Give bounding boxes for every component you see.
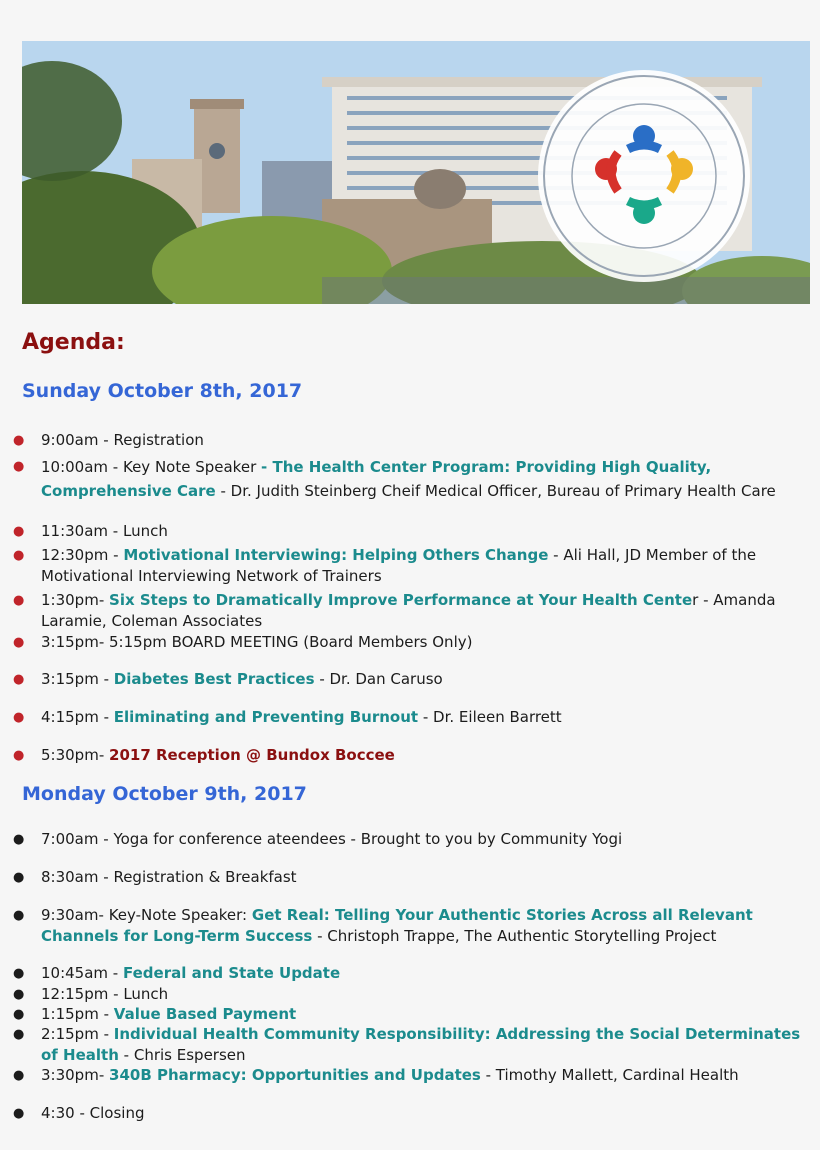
list-item: ● 4:15pm - Eliminating and Preventing Burnout - Dr. Eileen Barrett xyxy=(13,708,562,726)
bullet-icon: ● xyxy=(13,593,25,608)
agenda-title: Agenda: xyxy=(22,330,125,355)
bullet-icon: ● xyxy=(13,870,25,885)
bullet-icon: ● xyxy=(13,1068,25,1083)
list-item: ● 3:30pm- 340B Pharmacy: Opportunities and Updates - Timothy Mallett, Cardinal Health xyxy=(13,1066,739,1084)
bullet-icon: ● xyxy=(13,1106,25,1121)
bullet-icon: ● xyxy=(13,1027,25,1042)
bullet-icon: ● xyxy=(13,524,25,539)
list-item: ● 4:30 - Closing xyxy=(13,1104,145,1122)
list-item: ● 2:15pm - Individual Health Community Responsibility: Addressing the Social Determinates of Health - Chris Espersen xyxy=(13,1025,801,1064)
bullet-icon: ● xyxy=(13,1007,25,1022)
bullet-icon: ● xyxy=(13,548,25,563)
list-item: ● 9:30am- Key-Note Speaker: Get Real: Telling Your Authentic Stories Across all Relevant Channels for Long-Term Success - Christoph Trappe, The Authentic Storytelling Project xyxy=(13,906,753,945)
list-item: ● 7:00am - Yoga for conference ateendees - Brought to you by Community Yogi xyxy=(13,830,623,848)
day-heading-monday: Monday October 9th, 2017 xyxy=(22,783,307,805)
list-item: ● 8:30am - Registration & Breakfast xyxy=(13,868,297,886)
list-item: ● 12:15pm - Lunch xyxy=(13,985,169,1003)
list-item: ● 10:45am - Federal and State Update xyxy=(13,964,341,982)
bullet-icon: ● xyxy=(13,908,25,923)
bullet-icon: ● xyxy=(13,748,25,763)
list-item: ● 1:30pm- Six Steps to Dramatically Improve Performance at Your Health Center - Amanda Laramie, Coleman Associates xyxy=(13,591,776,630)
list-item: ● 10:00am - Key Note Speaker - The Health Center Program: Providing High Quality, Comprehensive Care - Dr. Judith Steinberg Cheif Medical Officer, Bureau of Primary Health Care xyxy=(41,455,806,503)
list-item: ● 11:30am - Lunch xyxy=(13,522,168,540)
list-item: ● 3:15pm- 5:15pm BOARD MEETING (Board Members Only) xyxy=(13,633,473,651)
list-item: ● 5:30pm- 2017 Reception @ Bundox Boccee xyxy=(13,746,395,764)
bullet-icon: ● xyxy=(13,635,25,650)
bullet-icon: ● xyxy=(13,672,25,687)
day-heading-sunday: Sunday October 8th, 2017 xyxy=(22,380,303,402)
list-item: ● 1:15pm - Value Based Payment xyxy=(13,1005,297,1023)
bullet-icon: ● xyxy=(13,832,25,847)
bullet-icon: ● xyxy=(13,966,25,981)
list-item: ● 3:15pm - Diabetes Best Practices - Dr. Dan Caruso xyxy=(13,670,443,688)
bullet-icon: ● xyxy=(13,433,25,448)
list-item: ● 12:30pm - Motivational Interviewing: Helping Others Change - Ali Hall, JD Member of the Motivational Interviewing Network of Trainers xyxy=(13,546,757,585)
bullet-icon: ● xyxy=(13,987,25,1002)
bullet-icon: ● xyxy=(13,459,25,474)
conference-banner-image xyxy=(22,41,810,304)
bullet-icon: ● xyxy=(13,710,25,725)
conference-logo-seal xyxy=(538,70,750,282)
list-item: ● 9:00am - Registration xyxy=(13,431,204,449)
